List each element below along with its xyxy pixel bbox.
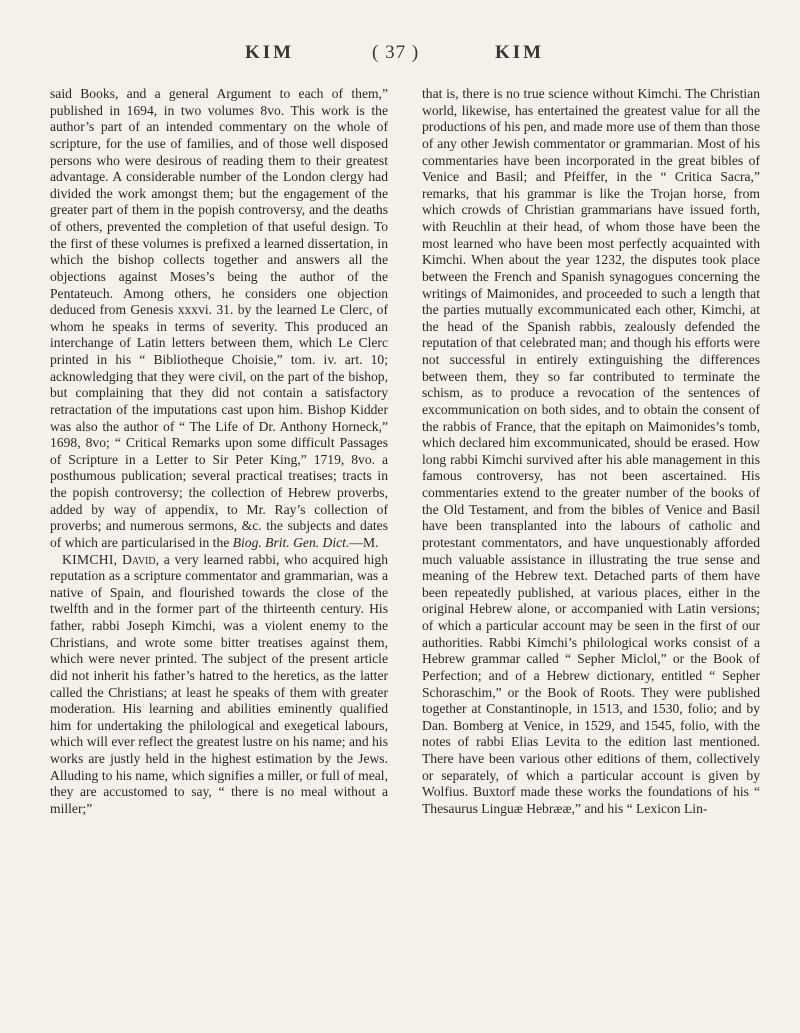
- kidder-text: said Books, and a general Argument to each of them,” published in 1694, in two volumes 8vo. This work is the author’s part of an intended commentary on the whole of scripture, for the use of families, and of those well disposed persons who were desirous of reading them to their greatest advantage. A considerable number of the London clergy had divided the work amongst them; but the engagement of the greater part of them in the popish controversy, and the deaths of others, prevented the completion of that useful design. To the first of these volumes is prefixed a learned dissertation, in which the bishop collects together and answers all the objections against Moses’s being the author of the Pentateuch. Among others, he considers one objection deduced from Genesis xxxvi. 31. by the learned Le Clerc, of whom he speaks in terms of severity. This produced an interchange of Latin letters between them, which Le Clerc printed in his “ Bibliotheque Choisie,” tom. iv. art. 10; acknowledging that they were civil, on the part of the bishop, but complaining that they did not contain a satisfactory retractation of the imputations cast upon him. Bishop Kidder was also the author of “ The Life of Dr. Anthony Horneck,” 1698, 8vo; “ Critical Remarks upon some difficult Passages of Scripture in a Letter to Sir Peter King,” 1719, 8vo. a posthumous publication; several practical treatises; tracts in the popish controversy; the collection of Hebrew proverbs, added by way of appendix, to Mr. Ray’s collection of proverbs; and numerous sermons, &c. the subjects and dates of which are particularised in the: [50, 86, 388, 550]
- kidder-author-sign: —M.: [349, 534, 379, 550]
- kimchi-entry-continuation: [422, 86, 760, 818]
- page-number: ( 37 ): [372, 42, 420, 63]
- kimchi-entry-text: a very learned rabbi, who acquired high reputation as a scripture commentator and grammarian, was a native of Spain, and flourished towards the close of the twelfth and in the former part of the thirteenth century. His father, rabbi Joseph Kimchi, was a violent enemy to the Christians, and wrote some bitter treatises against them, which were never printed. The subject of the present article did not inherit his father’s hatred to the heretics, as the latter called the Christians; at least he speaks of them with greater moderation. His learning and abilities eminently qualified him for undertaking the philological and exegetical labours, which will ever reflect the greatest lustre on his name; and his works are justly held in the highest estimation by the Jews. Alluding to his name, which signifies a miller, or full of meal, they are accustomed to say, “ there is no meal without a miller;”: [50, 551, 388, 816]
- kimchi-forename: David,: [122, 551, 159, 567]
- right-column: [422, 86, 760, 1011]
- running-head-left: KIM: [245, 42, 295, 63]
- left-column: [50, 86, 388, 1011]
- kimchi-headword: KIMCHI,: [62, 551, 118, 567]
- kidder-sources: Biog. Brit. Gen. Dict.: [232, 534, 350, 550]
- running-head-right: KIM: [495, 42, 545, 63]
- running-head: [40, 42, 760, 72]
- text-columns: [50, 86, 760, 1011]
- kidder-entry-continuation: [50, 86, 388, 552]
- kimchi-continuation-text: that is, there is no true science without Kimchi. The Christian world, likewise, has entertained the greatest value for all the productions of his pen, and made more use of them than those of any other Jewish commentator or grammarian. Most of his commentaries have been incorporated in the great bibles of Venice and Basil; and Pfeiffer, in the “ Critica Sacra,” remarks, that his grammar is like the Trojan horse, from which crowds of Christian grammarians have issued forth, with Reuchlin at their head, of whom those have been the most learned who have been most perfectly acquainted with Kimchi. When about the year 1232, the disputes took place between the French and Spanish synagogues concerning the writings of Maimonides, and proceeded to such a length that the parties mutually excommunicated each other, Kimchi, at the head of the Spanish rabbis, zealously defended the reputation of that celebrated man; and though his efforts were not successful in entirely extinguishing the differences between them, they so far contributed to terminate the schism, as to produce a revocation of the sentences of excommunication on both sides, and to obtain the consent of the rabbis of France, that the epitaph on Maimonides’s tomb, which declared him excommunicated, should be erased. How long rabbi Kimchi survived after his able management in this famous controversy, has not been ascertained. His commentaries extend to the greater number of the books of the Old Testament, and from the bibles of Venice and Basil have been transplanted into the labours of catholic and protestant commentators, and have unquestionably afforded much valuable assistance in illustrating the true sense and meaning of the Hebrew text. Detached parts of them have been repeatedly published, at various places, either in the original Hebrew alone, or accompanied with Latin versions; of which a particular account may be seen in the first of our authorities. Rabbi Kimchi’s philological works consist of a Hebrew grammar called “ Sepher Miclol,” or the Book of Perfection; and of a Hebrew dictionary, entitled “ Sepher Schoraschim,” or the Book of Roots. They were published together at Constantinople, in 1513, and 1530, folio; and by Dan. Bomberg at Venice, in 1529, and 1545, folio, with the notes of rabbi Elias Levita to the edition last mentioned. There have been various other editions of them, collectively or separately, of which a particular account is given by Wolfius. Buxtorf made these works the foundations of his “ Thesaurus Linguæ Hebrææ,” and his “ Lexicon Lin-: [422, 86, 760, 816]
- kimchi-entry: [50, 552, 388, 818]
